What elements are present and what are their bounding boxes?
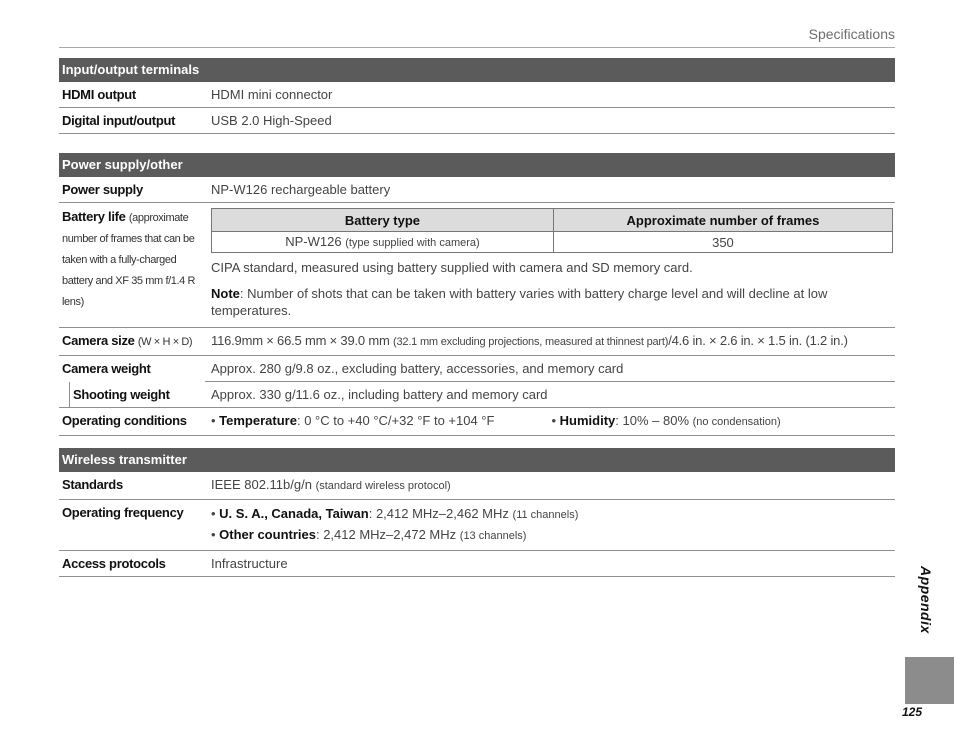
battery-table-header-frames: Approximate number of frames: [553, 209, 892, 232]
humidity-label: Humidity: [559, 413, 616, 428]
row-value: [205, 500, 895, 550]
camera-size-inches: /4.6 in. × 2.6 in. × 1.5 in. (1.2 in.): [668, 333, 848, 348]
row-power-supply: [59, 177, 895, 203]
section-io-title: Input/output terminals: [59, 58, 895, 82]
spec-table: [59, 58, 895, 577]
row-label: Operating conditions: [62, 413, 187, 428]
battery-life-label: Battery life: [62, 209, 126, 224]
row-value: [205, 472, 895, 499]
battery-table-cell-frames: 350: [553, 232, 892, 253]
frequency-other-value: : 2,412 MHz–2,472 MHz: [315, 527, 457, 542]
row-battery-life: [59, 203, 895, 328]
header-rule: [59, 47, 895, 48]
row-operating-conditions: [59, 408, 895, 436]
row-value: Infrastructure: [211, 556, 288, 571]
row-value: Approx. 330 g/11.6 oz., including battery and memory card: [211, 387, 548, 402]
row-value: [205, 328, 895, 355]
row-camera-size: [59, 328, 895, 356]
humidity-note: (no condensation): [692, 416, 781, 428]
row-value: Approx. 280 g/9.8 oz., excluding battery, accessories, and memory card: [205, 356, 895, 382]
appendix-tab: [905, 657, 954, 704]
section-power-title: Power supply/other: [59, 153, 895, 177]
page-number: 125: [902, 705, 923, 719]
row-label: HDMI output: [62, 87, 136, 102]
row-digital-io: [59, 108, 895, 134]
frequency-us-note: (11 channels): [512, 509, 579, 521]
row-value: [205, 203, 895, 327]
row-label: [59, 328, 205, 355]
battery-table: [211, 208, 893, 253]
row-label: Access protocols: [62, 556, 166, 571]
cipa-text: CIPA standard, measured using battery supplied with camera and SD memory card.: [211, 260, 693, 275]
row-label: Standards: [62, 477, 123, 492]
row-camera-weight: [59, 356, 895, 382]
row-shooting-weight: [59, 382, 895, 408]
row-label: [59, 203, 205, 327]
battery-life-label-sub: (approximate number of frames that can be taken with a fully-charged battery and XF 35 mm f/1.4 R lens): [62, 212, 196, 308]
page-header-title: Specifications: [808, 26, 895, 42]
humidity-value: : 10% – 80%: [615, 413, 690, 428]
note-label: Note: [211, 286, 240, 301]
battery-type-note: (type supplied with camera): [345, 236, 480, 249]
row-value: HDMI mini connector: [211, 87, 333, 102]
section-wireless-title: Wireless transmitter: [59, 448, 895, 472]
row-label: Power supply: [62, 182, 143, 197]
frequency-us-item: • U. S. A., Canada, Taiwan: 2,412 MHz–2,462 MHz (11 channels): [211, 506, 579, 521]
row-operating-frequency: [59, 500, 895, 551]
camera-size-label-sub: (W × H × D): [137, 336, 193, 348]
frequency-other-item: • Other countries: 2,412 MHz–2,472 MHz (13 channels): [211, 527, 527, 542]
frequency-other-note: (13 channels): [459, 530, 527, 542]
row-value: USB 2.0 High-Speed: [211, 113, 332, 128]
camera-size-label: Camera size: [62, 333, 135, 348]
frequency-us-value: : 2,412 MHz–2,462 MHz: [368, 506, 509, 521]
row-label: Camera weight: [62, 361, 151, 376]
row-access-protocols: [59, 551, 895, 577]
row-value: NP-W126 rechargeable battery: [211, 182, 391, 197]
standards-note: (standard wireless protocol): [315, 480, 451, 492]
row-value: [205, 408, 895, 435]
battery-table-cell-type: [212, 232, 554, 253]
frequency-other-label: Other countries: [219, 527, 316, 542]
row-label: Operating frequency: [62, 505, 184, 520]
temperature-value: : 0 °C to +40 °C/+32 °F to +104 °F: [296, 413, 495, 428]
humidity-item: • Humidity: 10% – 80% (no condensation): [551, 413, 781, 428]
camera-size-main: 116.9mm × 66.5 mm × 39.0 mm: [211, 333, 390, 348]
row-hdmi-output: [59, 82, 895, 108]
battery-type: NP-W126: [285, 233, 342, 249]
battery-table-header-type: Battery type: [212, 209, 554, 232]
camera-size-note: (32.1 mm excluding projections, measured at thinnest part): [393, 336, 669, 348]
standards-value: IEEE 802.11b/g/n: [211, 477, 312, 492]
battery-note: [211, 285, 893, 319]
frequency-us-label: U. S. A., Canada, Taiwan: [219, 506, 369, 521]
temperature-label: Temperature: [219, 413, 297, 428]
appendix-tab-label: Appendix: [918, 566, 934, 634]
row-label: Shooting weight: [59, 382, 205, 407]
temperature-item: • Temperature: 0 °C to +40 °C/+32 °F to +104 °F: [211, 413, 495, 428]
row-label: Digital input/output: [62, 113, 176, 128]
note-text: : Number of shots that can be taken with battery varies with battery charge level and will decline at low temperatures.: [211, 286, 828, 318]
row-standards: [59, 472, 895, 500]
